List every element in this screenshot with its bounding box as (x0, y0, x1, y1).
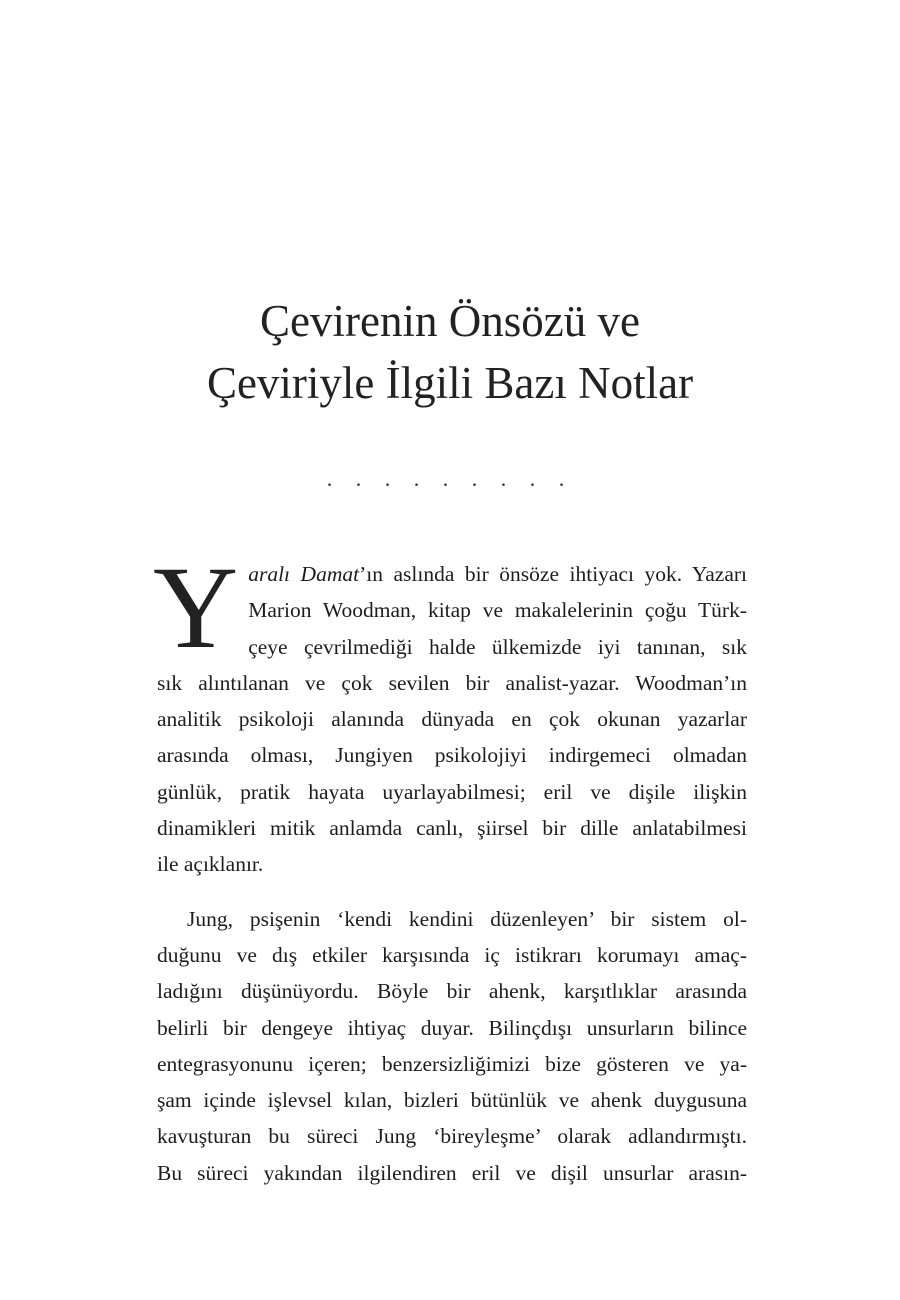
text-line: Marion Woodman, kitap ve makalelerinin çoğu Türk- (248, 598, 747, 623)
text-line: belirli bir dengeye ihtiyaç duyar. Bilinçdışı unsurların bilince (157, 1015, 747, 1040)
chapter-title-line-1: Çevirenin Önsözü ve (260, 296, 640, 346)
text-line-rest: ’ın aslında bir önsöze ihtiyacı yok. Yazarı (359, 562, 747, 586)
text-line: çeye çevrilmediği halde ülkemizde iyi tanınan, sık (248, 634, 747, 659)
text-line: günlük, pratik hayata uyarlayabilmesi; eril ve dişile ilişkin (157, 779, 747, 804)
text-line: sık alıntılanan ve çok sevilen bir analist-yazar. Woodman’ın (157, 670, 747, 695)
text-line (157, 556, 747, 592)
body-text (153, 542, 747, 1191)
text-line: kavuşturan bu süreci Jung ‘bireyleşme’ olarak adlandırmıştı. (157, 1124, 747, 1149)
text-line: dinamikleri mitik anlamda canlı, şiirsel bir dille anlatabilmesi (157, 816, 747, 841)
text-line: entegrasyonunu içeren; benzersizliğimizi bize gösteren ve ya- (157, 1051, 747, 1076)
text-line: Bu süreci yakından ilgilendiren eril ve dişil unsurlar arasın- (157, 1160, 747, 1185)
text-line: şam içinde işlevsel kılan, bizleri bütünlük ve ahenk duygusuna (157, 1088, 747, 1113)
ornamental-separator: . . . . . . . . . (326, 466, 574, 491)
text-line: duğunu ve dış etkiler karşısında iç istikrarı korumayı amaç- (157, 942, 747, 967)
text-line: arasında olması, Jungiyen psikolojiyi indirgemeci olmadan (157, 743, 747, 768)
text-line: ladığını düşünüyordu. Böyle bir ahenk, karşıtlıklar arasında (157, 979, 747, 1004)
book-title-italic: aralı Damat (248, 562, 360, 586)
chapter-title-line-2: Çeviriyle İlgili Bazı Notlar (206, 358, 694, 408)
paragraph-1 (153, 542, 747, 883)
text-line: analitik psikoloji alanında dünyada en çok okunan yazarlar (157, 707, 747, 732)
text-line: ile açıklanır. (157, 852, 264, 877)
drop-cap: Y (153, 542, 239, 673)
chapter-title (0, 290, 900, 414)
text-line: Jung, psişenin ‘kendi kendini düzenleyen’ bir sistem ol- (187, 906, 747, 931)
paragraph-2 (157, 901, 747, 1191)
